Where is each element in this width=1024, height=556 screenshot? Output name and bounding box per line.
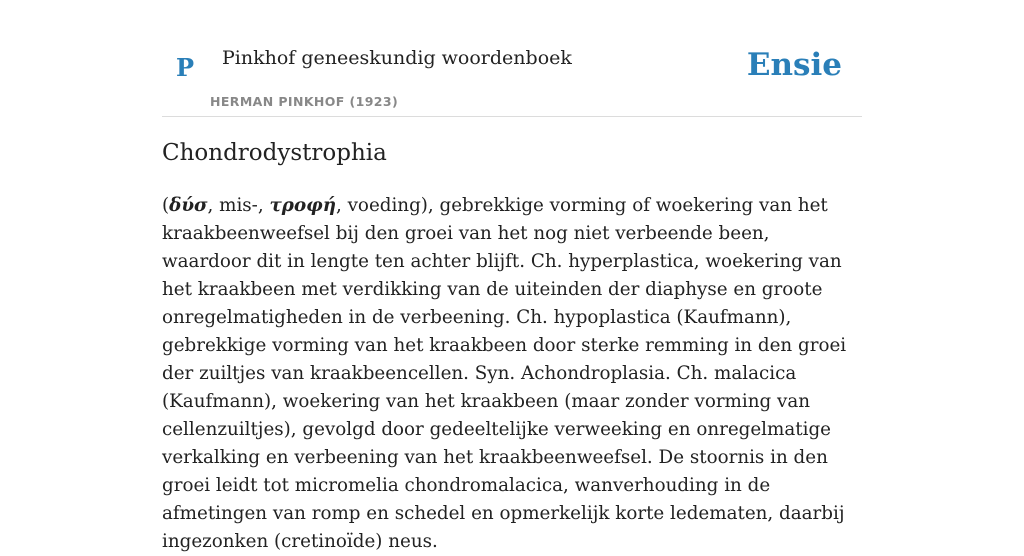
definition-body: , voeding), gebrekkige vorming of woekering van het kraakbeenweefsel bij den groei van het nog niet verbeende been, waardoor dit in lengte ten achter blijft. Ch. hyperplastica, woekering van het kraakbeen met verdikking van de uiteinden der diaphyse en groote onregelmatigheden in de verbeening. Ch. hypoplastica (Kaufmann), gebrekkige vorming van het kraakbeen door sterke remming in den groei der zuiltjes van kraakbeencellen. Syn. Achondroplasia. Ch. malacica (Kaufmann), woekering van het kraakbeen (maar zonder vorming van cellenzuiltjes), gevolgd door gedeeltelijke verweeking en onregelmatige verkalking en verbeening van het kraakbeenweefsel. De stoornis in den groei leidt tot micromelia chondromalacica, wanverhouding in de afmetingen van romp en schedel en opmerkelijk korte ledematen, daarbij ingezonken (cretinoïde) neus.	[162, 195, 847, 552]
book-title[interactable]: Pinkhof geneeskundig woordenboek	[222, 47, 572, 69]
book-logo[interactable]: P	[176, 53, 195, 82]
page	[162, 0, 862, 552]
gloss-1: , mis-,	[207, 195, 270, 216]
greek-term-1: δύσ	[169, 195, 208, 216]
open-paren: (	[162, 195, 170, 216]
greek-term-2: τροφή	[269, 195, 336, 216]
header	[162, 0, 862, 117]
entry-definition	[162, 192, 862, 556]
book-author[interactable]: HERMAN PINKHOF (1923)	[210, 94, 399, 109]
brand-logo[interactable]: Ensie	[746, 47, 842, 83]
entry-title: Chondrodystrophia	[162, 140, 387, 166]
